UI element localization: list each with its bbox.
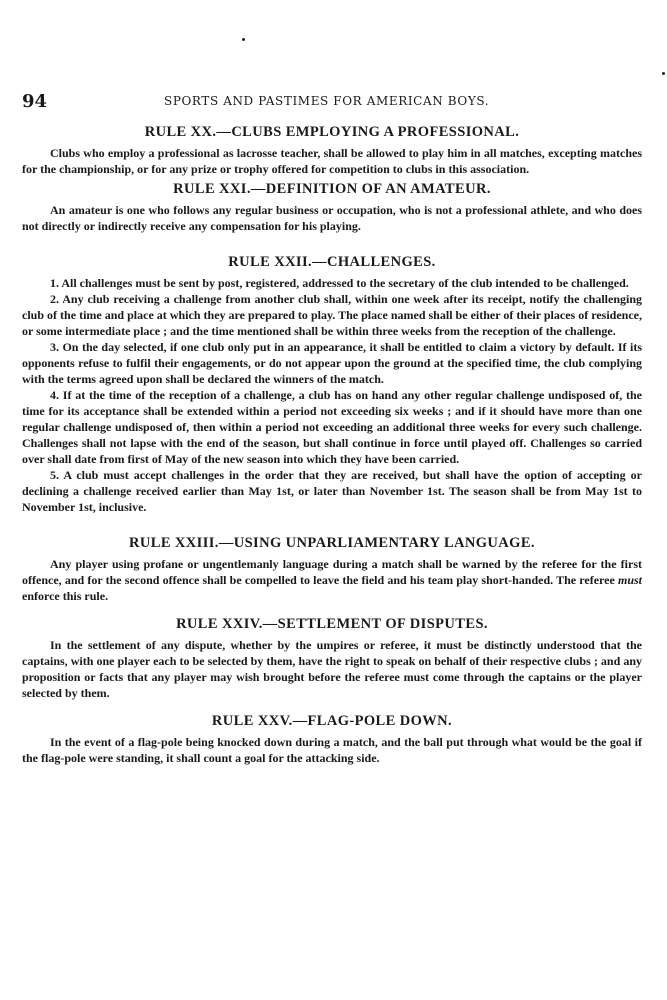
book-title: SPORTS AND PASTIMES FOR AMERICAN BOYS. (164, 94, 490, 108)
rule-section (22, 616, 642, 701)
rule-heading: RULE XXI.—DEFINITION OF AN AMATEUR. (173, 181, 491, 197)
rule-heading: RULE XX.—CLUBS EMPLOYING A PROFESSIONAL. (144, 124, 520, 140)
rule-paragraph: In the event of a flag-pole being knocked down during a match, and the ball put through what would be the goal if the flag-pole were standing, it shall count a goal for the attacking side. (22, 735, 642, 765)
rule-heading: RULE XXV.—FLAG-POLE DOWN. (211, 713, 453, 729)
page-content (22, 124, 642, 766)
rule-paragraph: 1. All challenges must be sent by post, registered, addressed to the secretary of the club intended to be challenged. (50, 276, 629, 290)
rule-paragraph (22, 556, 642, 604)
rule-paragraph: In the settlement of any dispute, whether by the umpires or referee, it must be distinctly understood that the captains, with one player each to be selected by them, have the right to speak on behalf of their respective clubs ; and any proposition or facts that any player may wish brought before the referee must come through the captains or the player selected by them. (22, 638, 642, 700)
enforce-text: The referee (556, 573, 618, 587)
rule-paragraph: 2. Any club receiving a challenge from another club shall, within one week after its receipt, notify the challenging club of the time and place at which they are prepared to play. The place named shall be either of their places of residence, or some intermediate place ; and the time mentioned shall be within three weeks from the reception of the challenge. (22, 292, 642, 338)
ink-speck (242, 38, 245, 41)
enforce-text-end: enforce this rule. (22, 589, 109, 603)
ink-speck (662, 72, 665, 75)
rule-paragraph: 5. A club must accept challenges in the order that they are received, but shall have the option of accepting or declining a challenge received earlier than May 1st, or later than November 1st. The season shall be from May 1st to November 1st, inclusive. (22, 468, 642, 514)
rule-section (22, 254, 642, 515)
running-head (22, 91, 642, 111)
rule-paragraph: 3. On the day selected, if one club only put in an appearance, it shall be entitled to claim a victory by default. If its opponents refuse to fulfil their engagements, or do not appear upon the ground at the specified time, the club complying with the terms agreed upon shall be declared the winners of the match. (22, 340, 642, 386)
page-number: 94 (22, 91, 48, 112)
rule-section (22, 181, 642, 234)
rule-paragraph: 4. If at the time of the reception of a challenge, a club has on hand any other regular challenge undisposed of, the time for its acceptance shall be extended within a period not exceeding six weeks ; and if it should have more than one regular challenge undisposed of, then within a period not exceeding an additional three weeks for every such challenge. Challenges shall not lapse with the end of the season, but shall continue in force until played off. Challenges so carried over shall date from first of May of the new season into which they have been carried. (22, 388, 642, 466)
emphasis-word: must (617, 573, 642, 587)
rule-section (22, 535, 642, 604)
rule-section (22, 713, 642, 766)
rule-paragraph: Clubs who employ a professional as lacrosse teacher, shall be allowed to play him in all matches, excepting matches for the championship, or for any prize or trophy offered for competition to clubs in this association. (22, 146, 642, 176)
rule-heading: RULE XXII.—CHALLENGES. (228, 254, 436, 270)
rule-text: Any player using profane or ungentlemanly language during a match shall be warned by the referee for the first offence, and for the second offence shall be compelled to leave the field and his team play short-handed. (22, 557, 642, 587)
rule-heading: RULE XXIII.—USING UNPARLIAMENTARY LANGUAGE. (129, 535, 535, 551)
rule-heading: RULE XXIV.—SETTLEMENT OF DISPUTES. (176, 616, 488, 632)
rule-paragraph: An amateur is one who follows any regular business or occupation, who is not a professional athlete, and who does not directly or indirectly receive any compensation for his playing. (22, 203, 642, 233)
rule-section (22, 124, 642, 177)
